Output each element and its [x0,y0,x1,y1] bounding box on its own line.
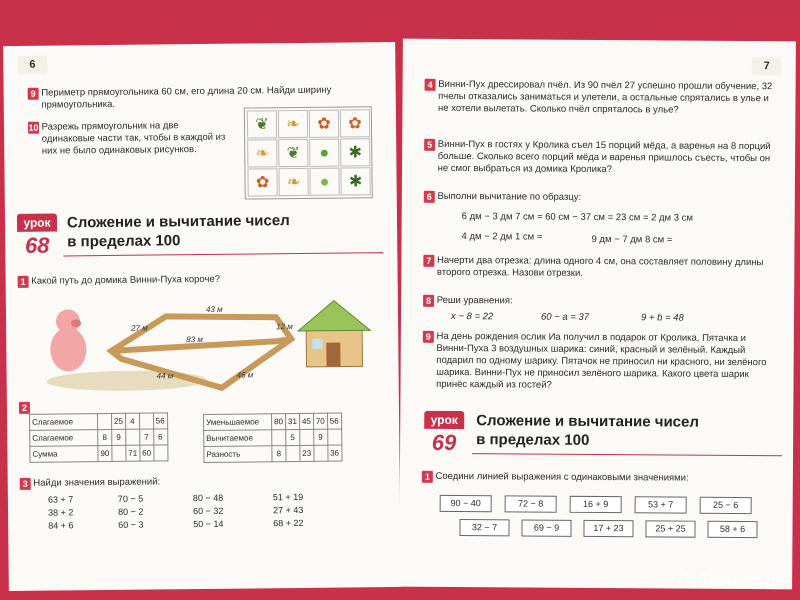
equation: 9 + b = 48 [640,312,684,324]
task-8 [423,295,513,308]
expression-column [193,492,224,531]
table-cell [286,445,300,461]
task-10 [28,120,238,158]
path-label: 43 м [205,304,223,314]
table-row [204,429,342,446]
lesson-title-line1: Сложение и вычитание чисел [66,212,290,232]
table-cell [125,429,139,445]
table-cell: 36 [327,445,341,461]
task-number: 8 [423,295,434,307]
table-cell: 8 [272,446,286,462]
table-cell: 6 [153,429,167,445]
path-label: 12 м [276,322,293,332]
table-cell [98,413,112,429]
left-page [3,42,401,591]
table-cell: 71 [126,445,140,461]
expression-column [273,491,304,530]
task-text: Винни-Пух дрессировал пчёл. Из 90 пчёл 27 успешно прошли обучение, 32 пчелы отказались заниматься и улетели, а остальные спрятались в улье и не хотели вылетать. Сколько пчёл спряталось в улье? [438,78,773,116]
table-cell: 70 [313,413,327,429]
task-9 [422,331,777,393]
task-text: Разрежь прямоугольник на две одинаковые части так, чтобы в каждой из них не было одинаковых рисунков. [41,120,226,157]
task-text: Винни-Пух в гостях у Кролика съел 15 порций мёда, а варенья на 8 порций больше. Сколько всего порций мёда и варенья пришлось съесть, чтобы он не смог выбраться из домика Кролика? [437,138,771,176]
table-row [30,445,168,462]
task-number: 5 [424,139,435,151]
expression-box[interactable]: 90 − 40 [440,495,492,512]
house-icon [298,300,371,367]
task-text: Какой путь до домика Винни-Пуха короче? [31,273,221,287]
task-number: 2 [19,402,30,414]
task-text: Начерти два отрезка: длина одного 4 см, она составляет половину длины второго отрезка. Назови отрезки. [436,254,764,279]
equation: x − 8 = 22 [450,310,494,323]
maple-leaf-icon: ✿ [247,168,277,196]
expression-box[interactable]: 32 − 7 [459,519,509,536]
task-3 [20,476,161,489]
task-number: 3 [20,478,31,490]
task-number: 7 [423,255,434,267]
table-cell: 9 [112,429,126,445]
feather-leaf-icon: ❧ [278,110,308,138]
lesson-title [476,411,699,451]
lesson-badge [424,411,464,461]
watermark: Лабиринт.ру [678,572,784,589]
table-cell [314,445,328,461]
task-number: 1 [18,276,29,288]
divider [472,453,782,456]
task-text: Периметр прямоугольника 60 см, его длина 20 см. Найди ширину прямоугольника. [41,84,332,111]
expression-box[interactable]: 16 + 9 [570,496,622,513]
table-cell: 56 [327,413,341,429]
task-text: Соедини линией выражения с одинаковыми значениями: [435,470,689,484]
expression-column [118,493,144,532]
expression-box[interactable]: 69 − 9 [521,519,571,536]
expression-row [440,495,780,517]
expression-box[interactable]: 72 − 8 [505,495,557,512]
expression: 84 + 6 [48,520,74,531]
expression: 38 + 2 [47,507,74,518]
task-number: 9 [28,88,39,100]
task-1 [422,471,689,485]
leaves-picture-grid [244,106,373,199]
round-leaf-icon: ● [309,139,339,167]
row-label: Слагаемое [30,430,98,447]
expression-box[interactable]: 17 + 23 [583,520,633,537]
expression-box[interactable]: 53 + 7 [635,496,687,513]
expression-box[interactable]: 58 + 6 [707,521,757,538]
task-5 [424,139,779,177]
lesson-number: 69 [431,429,457,456]
table-cell: 90 [98,445,112,461]
row-label: Слагаемое [30,414,98,431]
table-cell [153,445,167,461]
table-cell: 80 [272,414,286,430]
task-number: 4 [425,79,436,91]
page-number: 6 [17,56,47,74]
task-7 [423,255,778,281]
table-cell [272,430,286,446]
task-number: 10 [28,122,39,133]
table-cell: 9 [313,429,327,445]
lesson-title [67,211,290,251]
lesson-title-line2: в пределах 100 [476,431,590,449]
expression: 51 + 19 [272,491,304,503]
row-label: Уменьшаемое [204,414,272,431]
divider [63,252,383,256]
table-cell: 25 [111,413,125,429]
task-text: Найди значения выражений: [33,476,161,489]
example-line: 6 дм − 3 дм 7 см = 60 см − 37 см = 23 см = 2 дм 3 см [461,211,693,224]
table-cell: 8 [98,429,112,445]
feather-leaf-icon: ❧ [278,168,308,196]
table-row [204,413,342,430]
expression-row [459,519,779,541]
maple-leaf-icon: ✿ [340,109,370,137]
row-label: Разность [204,446,272,463]
table-row [30,429,168,446]
task-text: Выполни вычитание по образцу: [437,190,582,203]
table-cell: 56 [153,413,167,429]
path-label: 27 м [131,323,148,333]
table-cell [327,429,341,445]
table-cell: 31 [285,413,299,429]
path-label: 46 м [236,370,254,380]
path-label: 44 м [156,371,174,381]
task-6 [424,191,779,205]
expression-box[interactable]: 25 + 25 [645,520,695,537]
fern-leaf-icon: ❦ [278,139,308,167]
path-illustration [26,286,387,400]
row-label: Вычитаемое [204,430,272,447]
table-cell [112,445,126,461]
table-row [204,445,342,462]
expression: 50 − 14 [193,518,224,530]
expression: 70 − 5 [117,493,144,504]
table-cell [300,429,314,445]
expression: 60 − 3 [118,519,144,530]
addition-table [29,412,168,462]
expression-column [48,493,74,532]
task-2 [19,402,30,414]
task-number: 1 [422,471,433,483]
lesson-number: 68 [24,232,50,258]
lesson-title-line2: в пределах 100 [67,232,181,251]
table-cell [139,413,153,429]
lesson-title-line1: Сложение и вычитание чисел [476,412,699,431]
star-leaf-icon: ✱ [340,138,370,166]
round-leaf-icon: ● [309,168,339,196]
expression-box[interactable]: 25 − 6 [700,497,752,514]
table-row [30,413,168,430]
feather-leaf-icon: ❧ [247,139,277,167]
lesson-badge [17,214,58,264]
expression: 80 − 48 [192,492,224,504]
task-text: На день рождения ослик Иа получил в подарок от Кролика, Пятачка и Винни-Пуха 3 воздушных шарика: синий, красный и зелёный. Каждый подарил по одному шарику. Пятачок не приносил ни красного, ни зелёного шарика. Винни-Пух не приносил зелёного шарика. Какого цвета шарик принёс каждый из гостей? [436,330,767,391]
task-number: 9 [423,331,434,343]
table-cell: 5 [286,429,300,445]
path-label: 83 м [186,334,203,345]
task-1 [18,274,220,288]
fern-leaf-icon: ❦ [247,110,277,138]
task-4 [424,79,779,117]
table-cell: 23 [300,445,314,461]
page-number: 7 [752,57,782,75]
table-cell: 60 [140,445,154,461]
table-cell: 7 [139,429,153,445]
expressions [48,490,389,544]
piglet-icon [50,309,87,371]
expression: 80 − 2 [117,506,144,517]
table-cell: 45 [299,413,313,429]
exercise-line: 4 дм − 2 дм 1 см = [461,231,543,243]
right-page [399,39,796,590]
exercise-line: 9 дм − 7 дм 8 см = [591,233,673,246]
expression: 68 + 22 [273,517,304,529]
lesson-label: урок [424,411,464,429]
lesson-label: урок [17,214,57,232]
row-label: Сумма [30,446,98,463]
equation: 60 − a = 37 [540,311,590,323]
star-leaf-icon: ✱ [340,167,370,195]
task-text: Реши уравнения: [436,294,513,307]
table-cell: 4 [125,413,139,429]
task-number: 6 [424,191,435,203]
expression: 63 + 7 [47,494,74,505]
expression: 27 + 43 [272,504,304,516]
subtraction-table [203,413,342,463]
expression: 60 − 32 [192,505,224,517]
maple-leaf-icon: ✿ [309,110,339,138]
